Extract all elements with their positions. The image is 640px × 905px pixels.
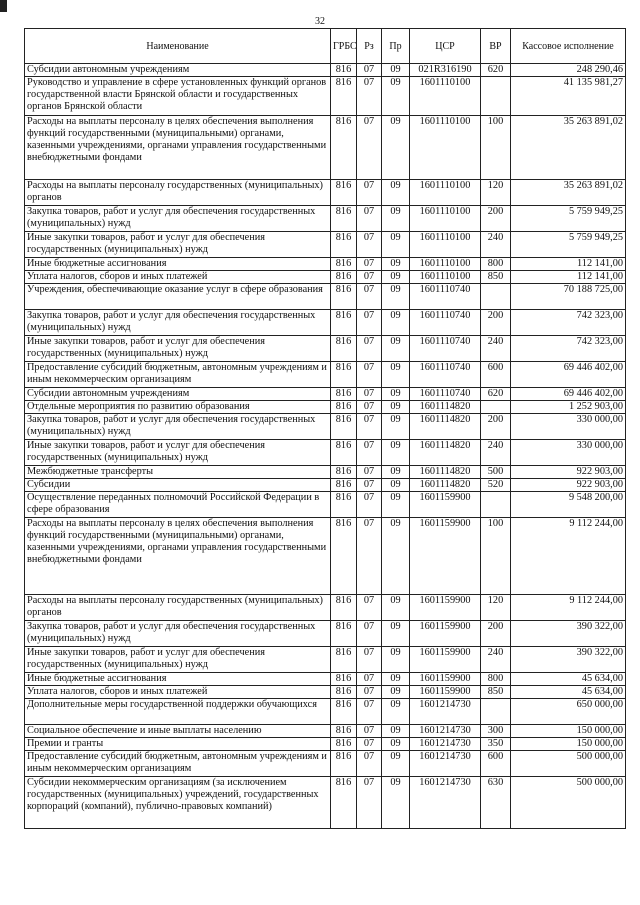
- cell-vr: 630: [481, 777, 511, 829]
- cell-sum: 9 112 244,00: [511, 595, 626, 621]
- table-row: [25, 180, 626, 206]
- table-row: [25, 673, 626, 686]
- cell-rz: 07: [357, 336, 382, 362]
- header-name: Наименование: [25, 29, 331, 64]
- cell-sum: 5 759 949,25: [511, 232, 626, 258]
- cell-vr: 800: [481, 673, 511, 686]
- table-row: [25, 479, 626, 492]
- cell-rz: 07: [357, 388, 382, 401]
- cell-pr: 09: [382, 492, 410, 518]
- cell-name: Закупка товаров, работ и услуг для обеспечения государственных (муниципальных) нужд: [25, 414, 331, 440]
- cell-pr: 09: [382, 621, 410, 647]
- cell-grbs: 816: [331, 388, 357, 401]
- cell-sum: 41 135 981,27: [511, 77, 626, 116]
- table-row: [25, 116, 626, 180]
- table-row: [25, 401, 626, 414]
- cell-vr: 350: [481, 738, 511, 751]
- cell-rz: 07: [357, 401, 382, 414]
- cell-sum: 500 000,00: [511, 751, 626, 777]
- table-row: [25, 595, 626, 621]
- cell-sum: 500 000,00: [511, 777, 626, 829]
- cell-vr: 620: [481, 388, 511, 401]
- cell-vr: [481, 401, 511, 414]
- cell-sum: 35 263 891,02: [511, 116, 626, 180]
- cell-sum: 69 446 402,00: [511, 388, 626, 401]
- cell-sum: 9 112 244,00: [511, 518, 626, 595]
- cell-sum: 390 322,00: [511, 647, 626, 673]
- cell-vr: 200: [481, 621, 511, 647]
- cell-pr: 09: [382, 699, 410, 725]
- cell-pr: 09: [382, 777, 410, 829]
- cell-pr: 09: [382, 310, 410, 336]
- budget-table: [24, 28, 626, 829]
- cell-vr: 500: [481, 466, 511, 479]
- table-row: [25, 738, 626, 751]
- cell-grbs: 816: [331, 492, 357, 518]
- cell-name: Расходы на выплаты персоналу в целях обеспечения выполнения функций государственными (муниципальными) органами, казенными учреждениями, органами управления государственными внебюджетными фондами: [25, 116, 331, 180]
- cell-sum: 112 141,00: [511, 258, 626, 271]
- cell-name: Расходы на выплаты персоналу государственных (муниципальных) органов: [25, 595, 331, 621]
- table-row: [25, 206, 626, 232]
- cell-rz: 07: [357, 271, 382, 284]
- cell-sum: 248 290,46: [511, 64, 626, 77]
- cell-pr: 09: [382, 518, 410, 595]
- cell-csr: 1601110740: [410, 388, 481, 401]
- cell-rz: 07: [357, 751, 382, 777]
- cell-name: Учреждения, обеспечивающие оказание услуг в сфере образования: [25, 284, 331, 310]
- table-row: [25, 310, 626, 336]
- cell-vr: 800: [481, 258, 511, 271]
- table-row: [25, 284, 626, 310]
- cell-pr: 09: [382, 64, 410, 77]
- cell-csr: 1601114820: [410, 440, 481, 466]
- cell-csr: 1601159900: [410, 686, 481, 699]
- cell-sum: 150 000,00: [511, 725, 626, 738]
- cell-vr: 240: [481, 336, 511, 362]
- table-row: [25, 686, 626, 699]
- cell-grbs: 816: [331, 271, 357, 284]
- cell-csr: 1601110100: [410, 206, 481, 232]
- cell-csr: 1601114820: [410, 414, 481, 440]
- cell-csr: 1601110100: [410, 180, 481, 206]
- cell-vr: 520: [481, 479, 511, 492]
- cell-name: Субсидии автономным учреждениям: [25, 388, 331, 401]
- cell-sum: 1 252 903,00: [511, 401, 626, 414]
- cell-vr: [481, 284, 511, 310]
- cell-vr: 620: [481, 64, 511, 77]
- cell-name: Уплата налогов, сборов и иных платежей: [25, 271, 331, 284]
- cell-pr: 09: [382, 206, 410, 232]
- table-row: [25, 518, 626, 595]
- table-row: [25, 492, 626, 518]
- cell-rz: 07: [357, 180, 382, 206]
- cell-vr: 850: [481, 686, 511, 699]
- cell-name: Дополнительные меры государственной поддержки обучающихся: [25, 699, 331, 725]
- header-csr: ЦСР: [410, 29, 481, 64]
- cell-sum: 9 548 200,00: [511, 492, 626, 518]
- table-row: [25, 77, 626, 116]
- cell-vr: 240: [481, 440, 511, 466]
- cell-grbs: 816: [331, 518, 357, 595]
- table-row: [25, 388, 626, 401]
- table-row: [25, 621, 626, 647]
- cell-name: Межбюджетные трансферты: [25, 466, 331, 479]
- cell-rz: 07: [357, 479, 382, 492]
- table-row: [25, 64, 626, 77]
- cell-grbs: 816: [331, 206, 357, 232]
- cell-rz: 07: [357, 77, 382, 116]
- cell-grbs: 816: [331, 777, 357, 829]
- cell-pr: 09: [382, 232, 410, 258]
- cell-pr: 09: [382, 725, 410, 738]
- table-body: [25, 64, 626, 829]
- cell-vr: [481, 699, 511, 725]
- cell-pr: 09: [382, 362, 410, 388]
- cell-sum: 150 000,00: [511, 738, 626, 751]
- cell-sum: 70 188 725,00: [511, 284, 626, 310]
- cell-grbs: 816: [331, 751, 357, 777]
- cell-name: Расходы на выплаты персоналу в целях обеспечения выполнения функций государственными (муниципальными) органами, казенными учреждениями, органами управления государственными внебюджетными фондами: [25, 518, 331, 595]
- cell-grbs: 816: [331, 725, 357, 738]
- cell-vr: 600: [481, 362, 511, 388]
- cell-name: Иные закупки товаров, работ и услуг для обеспечения государственных (муниципальных) нужд: [25, 232, 331, 258]
- cell-grbs: 816: [331, 258, 357, 271]
- cell-name: Премии и гранты: [25, 738, 331, 751]
- cell-grbs: 816: [331, 336, 357, 362]
- cell-csr: 1601214730: [410, 751, 481, 777]
- cell-rz: 07: [357, 492, 382, 518]
- cell-grbs: 816: [331, 466, 357, 479]
- table-row: [25, 258, 626, 271]
- cell-name: Иные бюджетные ассигнования: [25, 258, 331, 271]
- table-row: [25, 232, 626, 258]
- cell-name: Предоставление субсидий бюджетным, автономным учреждениям и иным некоммерческим организациям: [25, 751, 331, 777]
- cell-name: Иные бюджетные ассигнования: [25, 673, 331, 686]
- cell-grbs: 816: [331, 479, 357, 492]
- cell-grbs: 816: [331, 401, 357, 414]
- cell-pr: 09: [382, 595, 410, 621]
- header-vr: ВР: [481, 29, 511, 64]
- cell-grbs: 816: [331, 64, 357, 77]
- cell-name: Отдельные мероприятия по развитию образования: [25, 401, 331, 414]
- cell-pr: 09: [382, 258, 410, 271]
- cell-sum: 69 446 402,00: [511, 362, 626, 388]
- cell-pr: 09: [382, 479, 410, 492]
- cell-pr: 09: [382, 751, 410, 777]
- cell-sum: 922 903,00: [511, 479, 626, 492]
- cell-sum: 650 000,00: [511, 699, 626, 725]
- cell-name: Закупка товаров, работ и услуг для обеспечения государственных (муниципальных) нужд: [25, 310, 331, 336]
- cell-vr: 200: [481, 206, 511, 232]
- cell-vr: 300: [481, 725, 511, 738]
- cell-pr: 09: [382, 686, 410, 699]
- cell-grbs: 816: [331, 647, 357, 673]
- cell-grbs: 816: [331, 284, 357, 310]
- cell-grbs: 816: [331, 686, 357, 699]
- cell-rz: 07: [357, 673, 382, 686]
- cell-rz: 07: [357, 232, 382, 258]
- cell-grbs: 816: [331, 673, 357, 686]
- cell-name: Осуществление переданных полномочий Российской Федерации в сфере образования: [25, 492, 331, 518]
- cell-pr: 09: [382, 180, 410, 206]
- cell-csr: 1601159900: [410, 621, 481, 647]
- cell-csr: 1601110740: [410, 336, 481, 362]
- cell-grbs: 816: [331, 595, 357, 621]
- table-row: [25, 414, 626, 440]
- cell-csr: 1601159900: [410, 673, 481, 686]
- cell-grbs: 816: [331, 699, 357, 725]
- cell-pr: 09: [382, 116, 410, 180]
- cell-name: Субсидии автономным учреждениям: [25, 64, 331, 77]
- cell-vr: [481, 492, 511, 518]
- cell-pr: 09: [382, 738, 410, 751]
- cell-pr: 09: [382, 271, 410, 284]
- cell-grbs: 816: [331, 310, 357, 336]
- cell-pr: 09: [382, 673, 410, 686]
- cell-rz: 07: [357, 466, 382, 479]
- cell-csr: 1601110100: [410, 116, 481, 180]
- cell-csr: 1601110740: [410, 310, 481, 336]
- cell-name: Субсидии: [25, 479, 331, 492]
- cell-pr: 09: [382, 336, 410, 362]
- cell-rz: 07: [357, 116, 382, 180]
- table-row: [25, 725, 626, 738]
- cell-pr: 09: [382, 284, 410, 310]
- cell-pr: 09: [382, 440, 410, 466]
- cell-csr: 1601110740: [410, 284, 481, 310]
- cell-rz: 07: [357, 284, 382, 310]
- cell-csr: 1601110740: [410, 362, 481, 388]
- cell-grbs: 816: [331, 77, 357, 116]
- cell-rz: 07: [357, 310, 382, 336]
- cell-vr: 120: [481, 595, 511, 621]
- cell-grbs: 816: [331, 232, 357, 258]
- table-row: [25, 336, 626, 362]
- cell-rz: 07: [357, 699, 382, 725]
- cell-grbs: 816: [331, 414, 357, 440]
- cell-csr: 1601114820: [410, 479, 481, 492]
- cell-grbs: 816: [331, 180, 357, 206]
- table-header-row: [25, 29, 626, 64]
- cell-vr: 100: [481, 116, 511, 180]
- cell-vr: [481, 77, 511, 116]
- cell-vr: 100: [481, 518, 511, 595]
- cell-csr: 1601214730: [410, 738, 481, 751]
- cell-name: Уплата налогов, сборов и иных платежей: [25, 686, 331, 699]
- header-sum: Кассовое исполнение: [511, 29, 626, 64]
- cell-csr: 1601214730: [410, 725, 481, 738]
- cell-grbs: 816: [331, 116, 357, 180]
- cell-rz: 07: [357, 595, 382, 621]
- cell-pr: 09: [382, 388, 410, 401]
- table-row: [25, 777, 626, 829]
- cell-name: Руководство и управление в сфере установленных функций органов государственной власти Брянской области и государственных органов Брянской области: [25, 77, 331, 116]
- cell-csr: 1601110100: [410, 271, 481, 284]
- table-row: [25, 362, 626, 388]
- cell-rz: 07: [357, 777, 382, 829]
- cell-rz: 07: [357, 258, 382, 271]
- cell-vr: 200: [481, 310, 511, 336]
- table-row: [25, 647, 626, 673]
- table-row: [25, 271, 626, 284]
- cell-name: Субсидии некоммерческим организациям (за исключением государственных (муниципальных) учреждений, государственных корпораций (компаний), публично-правовых компаний): [25, 777, 331, 829]
- table-row: [25, 466, 626, 479]
- cell-rz: 07: [357, 647, 382, 673]
- cell-sum: 390 322,00: [511, 621, 626, 647]
- cell-name: Закупка товаров, работ и услуг для обеспечения государственных (муниципальных) нужд: [25, 206, 331, 232]
- cell-name: Иные закупки товаров, работ и услуг для обеспечения государственных (муниципальных) нужд: [25, 440, 331, 466]
- cell-rz: 07: [357, 686, 382, 699]
- cell-csr: 1601110100: [410, 232, 481, 258]
- cell-sum: 742 323,00: [511, 336, 626, 362]
- cell-sum: 45 634,00: [511, 673, 626, 686]
- cell-rz: 07: [357, 518, 382, 595]
- header-pr: Пр: [382, 29, 410, 64]
- cell-csr: 1601110100: [410, 77, 481, 116]
- cell-pr: 09: [382, 466, 410, 479]
- cell-name: Закупка товаров, работ и услуг для обеспечения государственных (муниципальных) нужд: [25, 621, 331, 647]
- cell-rz: 07: [357, 414, 382, 440]
- cell-vr: 120: [481, 180, 511, 206]
- cell-pr: 09: [382, 647, 410, 673]
- header-rz: Рз: [357, 29, 382, 64]
- cell-rz: 07: [357, 206, 382, 232]
- cell-grbs: 816: [331, 362, 357, 388]
- cell-csr: 1601159900: [410, 595, 481, 621]
- cell-vr: 200: [481, 414, 511, 440]
- table-row: [25, 751, 626, 777]
- cell-rz: 07: [357, 738, 382, 751]
- cell-rz: 07: [357, 621, 382, 647]
- cell-sum: 922 903,00: [511, 466, 626, 479]
- page-number: 32: [315, 16, 325, 27]
- cell-vr: 240: [481, 647, 511, 673]
- table-row: [25, 699, 626, 725]
- cell-sum: 112 141,00: [511, 271, 626, 284]
- cell-name: Предоставление субсидий бюджетным, автономным учреждениям и иным некоммерческим организациям: [25, 362, 331, 388]
- cell-sum: 35 263 891,02: [511, 180, 626, 206]
- cell-csr: 1601214730: [410, 777, 481, 829]
- cell-name: Иные закупки товаров, работ и услуг для обеспечения государственных (муниципальных) нужд: [25, 336, 331, 362]
- header-grbs: ГРБС: [331, 29, 357, 64]
- cell-sum: 45 634,00: [511, 686, 626, 699]
- cell-csr: 1601114820: [410, 401, 481, 414]
- cell-sum: 742 323,00: [511, 310, 626, 336]
- cell-rz: 07: [357, 725, 382, 738]
- cell-csr: 1601214730: [410, 699, 481, 725]
- cell-vr: 600: [481, 751, 511, 777]
- page-corner-mark: [0, 0, 7, 12]
- cell-rz: 07: [357, 362, 382, 388]
- cell-csr: 1601159900: [410, 518, 481, 595]
- cell-sum: 330 000,00: [511, 414, 626, 440]
- cell-csr: 1601114820: [410, 466, 481, 479]
- cell-pr: 09: [382, 414, 410, 440]
- cell-sum: 330 000,00: [511, 440, 626, 466]
- table-row: [25, 440, 626, 466]
- cell-csr: 1601159900: [410, 647, 481, 673]
- cell-csr: 021R316190: [410, 64, 481, 77]
- cell-pr: 09: [382, 77, 410, 116]
- cell-pr: 09: [382, 401, 410, 414]
- cell-csr: 1601110100: [410, 258, 481, 271]
- cell-rz: 07: [357, 64, 382, 77]
- cell-vr: 850: [481, 271, 511, 284]
- cell-grbs: 816: [331, 621, 357, 647]
- cell-sum: 5 759 949,25: [511, 206, 626, 232]
- cell-name: Расходы на выплаты персоналу государственных (муниципальных) органов: [25, 180, 331, 206]
- cell-csr: 1601159900: [410, 492, 481, 518]
- cell-grbs: 816: [331, 440, 357, 466]
- cell-rz: 07: [357, 440, 382, 466]
- cell-grbs: 816: [331, 738, 357, 751]
- cell-vr: 240: [481, 232, 511, 258]
- cell-name: Социальное обеспечение и иные выплаты населению: [25, 725, 331, 738]
- cell-name: Иные закупки товаров, работ и услуг для обеспечения государственных (муниципальных) нужд: [25, 647, 331, 673]
